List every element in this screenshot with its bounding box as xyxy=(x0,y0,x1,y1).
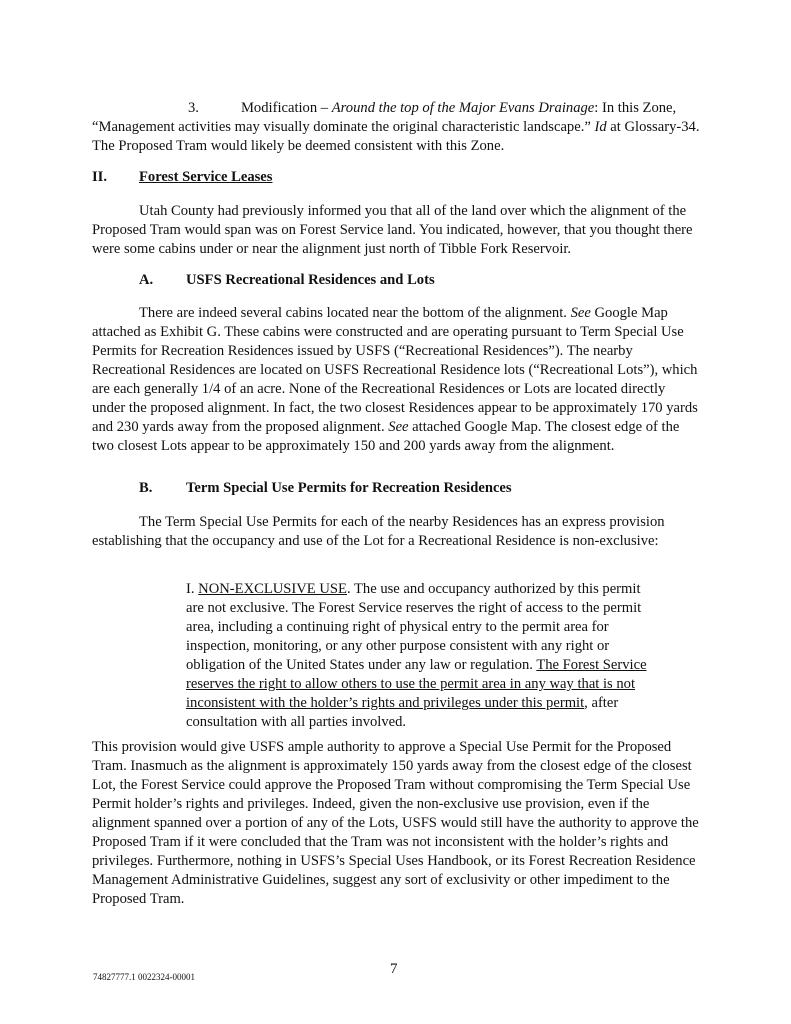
paragraph-leases: Utah County had previously informed you that all of the land over which the alignment of the Proposed Tram would span was on Forest Service land. You indicated, however, that you thought there were some cabins under or near the alignment just north of Tibble Fork Reservoir. xyxy=(92,203,693,257)
cabins-text-1: There are indeed several cabins located near the bottom of the alignment. xyxy=(139,305,571,321)
quote-underlined: The Forest Service reserves the right to allow others to use the permit area in any way that is not inconsistent with the holder’s rights and privileges under this permit xyxy=(186,657,647,711)
section-3-lead: Modification – xyxy=(240,100,332,116)
section-3-text-a: : In this Zone, “Management activities may visually dominate the original characteristic landscape.” xyxy=(92,100,677,135)
heading-ii-number: II. xyxy=(92,169,108,185)
quote-label: NON-EXCLUSIVE USE xyxy=(198,581,347,597)
section-3-lead-italic: Around the top of the Major Evans Drainage xyxy=(331,100,595,116)
quote-text-1: . The use and occupancy authorized by this permit are not exclusive. The Forest Service reserves the right of access to the permit area, including a continuing right of physical entry to the permit area for inspection, monitoring, or any other purpose consistent with any right or obligation of the United States under any law or regulation. xyxy=(186,581,642,673)
heading-a xyxy=(92,271,435,290)
heading-b-title: Term Special Use Permits for Recreation Residences xyxy=(186,480,512,496)
cabins-text-3: attached Google Map. The closest edge of the two closest Lots appear to be approximately 150 and 200 yards away from the alignment. xyxy=(92,419,680,454)
paragraph-conclusion: This provision would give USFS ample authority to approve a Special Use Permit for the Proposed Tram. Inasmuch as the alignment is approximately 150 yards away from the closest edge of the closest Lot, the Forest Service could approve the Proposed Tram without compromising the Term Special Use Permit holder’s rights and privileges. Indeed, given the non-exclusive use provision, even if the alignment spanned over a portion of any of the Lots, USFS would still have the authority to approve the Proposed Tram if it were concluded that the Tram was not inconsistent with the holder’s rights and privileges. Furthermore, nothing in USFS’s Special Uses Handbook, or its Forest Recreation Residence Management Administrative Guidelines, suggest any sort of exclusivity or other impediment to the Proposed Tram. xyxy=(92,739,699,907)
section-3-modification xyxy=(92,99,700,156)
footer-document-id: 74827777.1 0022324-00001 xyxy=(93,972,195,982)
footer-page-number: 7 xyxy=(390,961,398,977)
section-3-id: Id xyxy=(594,119,607,135)
heading-a-letter: A. xyxy=(139,272,154,288)
permit-quote xyxy=(186,580,655,732)
quote-prefix: I. xyxy=(186,581,199,597)
heading-b xyxy=(92,479,512,498)
heading-a-title: USFS Recreational Residences and Lots xyxy=(186,272,435,288)
heading-b-letter: B. xyxy=(139,480,153,496)
paragraph-cabins xyxy=(92,304,700,456)
quote-text-2: , after consultation with all parties involved. xyxy=(186,695,619,730)
cabins-text-2: Google Map attached as Exhibit G. These cabins were constructed and are operating pursuant to Term Special Use Permits for Recreation Residences issued by USFS (“Recreational Residences”). The nearby Recreational Residences are located on USFS Recreational Residence lots (“Recreational Lots”), which are each generally 1/4 of an acre. None of the Recreational Residences or Lots are located directly under the proposed alignment. In fact, the two closest Residences appear to be approximately 170 yards and 230 yards away from the proposed alignment. xyxy=(92,305,698,435)
heading-ii xyxy=(92,168,272,187)
section-3-number: 3. xyxy=(188,100,199,116)
cabins-see-1: See xyxy=(570,305,591,321)
section-3-text-b: at Glossary-34. The Proposed Tram would likely be deemed consistent with this Zone. xyxy=(92,119,700,154)
paragraph-permits: The Term Special Use Permits for each of the nearby Residences has an express provision establishing that the occupancy and use of the Lot for a Recreational Residence is non-exclusive: xyxy=(92,514,665,549)
cabins-see-2: See xyxy=(388,419,409,435)
heading-ii-title: Forest Service Leases xyxy=(139,169,273,185)
